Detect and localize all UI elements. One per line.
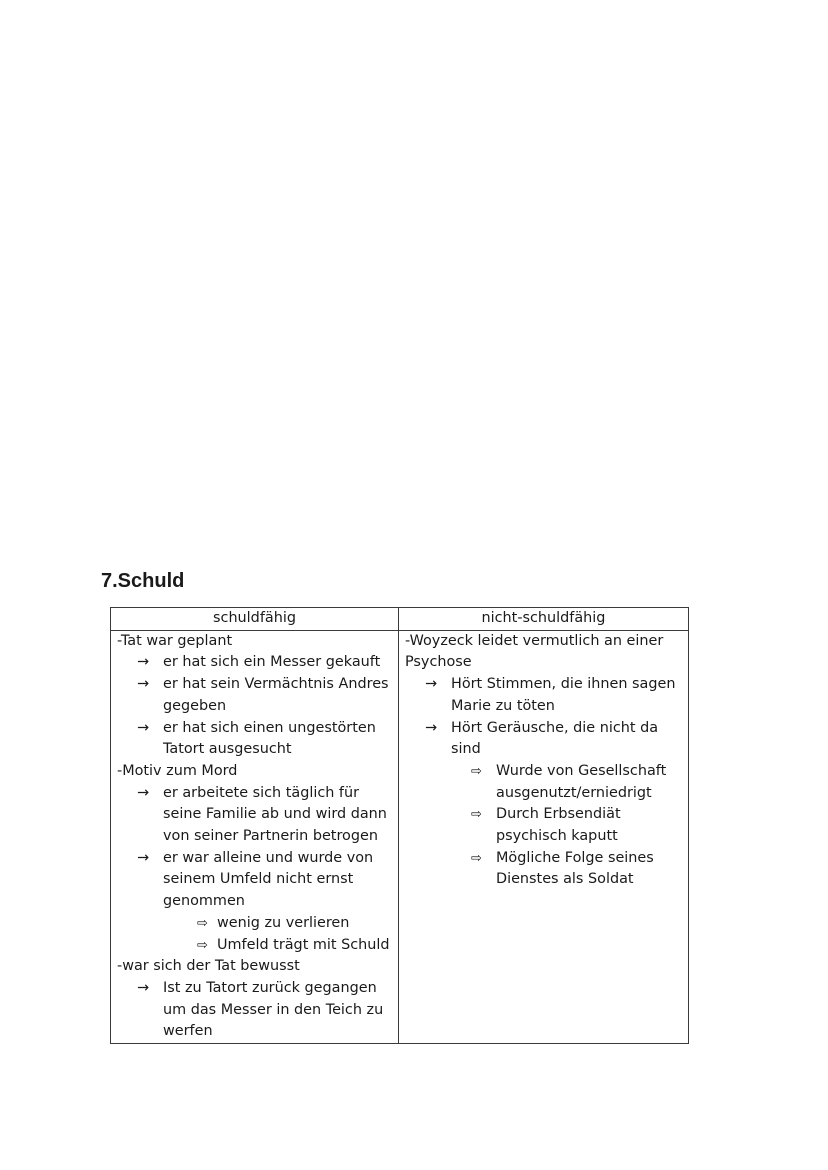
col2-line-text: sind: [451, 741, 481, 758]
arrow-icon: →: [137, 654, 150, 671]
arrow-icon: →: [137, 784, 150, 801]
col2-line-text: Wurde von Gesellschaft: [496, 762, 667, 779]
col1-line-text: gegeben: [163, 697, 227, 714]
col2-line: [405, 631, 682, 653]
col2-line: [405, 826, 682, 848]
arrow-icon: →: [137, 849, 150, 866]
col1-line-text: Tatort ausgesucht: [163, 741, 292, 758]
col1-line-text: seine Familie ab und wird dann: [163, 806, 387, 823]
col2-line-text: Mögliche Folge seines: [496, 849, 654, 866]
arrow-icon: →: [425, 719, 438, 736]
col2-line: [405, 761, 682, 783]
col2-line-text: Hört Geräusche, die nicht da: [451, 719, 659, 736]
col1-line: [117, 891, 392, 913]
col2-line-text: Durch Erbsendiät: [496, 806, 621, 823]
col1-line-text: er war alleine und wurde von: [163, 849, 374, 866]
hollow-arrow-icon: ⇨: [197, 915, 208, 931]
col1-line: [117, 739, 392, 761]
col2-line: [405, 696, 682, 718]
hollow-arrow-icon: ⇨: [197, 937, 208, 953]
hollow-arrow-icon: ⇨: [471, 807, 482, 823]
col1-line-text: er hat sich einen ungestörten: [163, 719, 376, 736]
col1-line-text: er arbeitete sich täglich für: [163, 784, 360, 801]
col2-line: [405, 869, 682, 891]
col1-line: [117, 1021, 392, 1043]
col1-line-text: werfen: [163, 1023, 213, 1040]
col1-line: [117, 826, 392, 848]
col2-line: [405, 783, 682, 805]
col2-line: [405, 848, 682, 870]
col1-line: [117, 783, 392, 805]
col1-line: [117, 696, 392, 718]
col1-line-text: Umfeld trägt mit Schuld: [217, 936, 390, 953]
arrow-icon: →: [425, 676, 438, 693]
section-heading: 7.Schuld: [101, 570, 185, 592]
col1-line: [117, 935, 392, 957]
col1-line-text: seinem Umfeld nicht ernst: [163, 871, 354, 888]
col1-line-text: Ist zu Tatort zurück gegangen: [163, 979, 377, 996]
arrow-icon: →: [137, 979, 150, 996]
col2-line: [405, 739, 682, 761]
col2-line-text: -Woyzeck leidet vermutlich an einer: [405, 632, 664, 649]
col2-line: [405, 718, 682, 740]
guilt-comparison-table: [110, 607, 689, 1044]
arrow-icon: →: [137, 676, 150, 693]
col1-line-text: -Tat war geplant: [117, 632, 233, 649]
col1-line: [117, 1000, 392, 1022]
col2-line-text: Psychose: [405, 654, 472, 671]
col1-line: [117, 761, 392, 783]
table-body-row: [111, 630, 689, 1043]
col2-line-text: ausgenutzt/erniedrigt: [496, 784, 652, 801]
col2-line-text: Dienstes als Soldat: [496, 871, 634, 888]
col2-line-text: Hört Stimmen, die ihnen sagen: [451, 676, 676, 693]
col1-line-text: genommen: [163, 893, 245, 910]
col1-line-text: -Motiv zum Mord: [117, 762, 238, 779]
col2-line-text: Marie zu töten: [451, 697, 555, 714]
col1-line-text: er hat sich ein Messer gekauft: [163, 654, 381, 671]
col1-line-text: -war sich der Tat bewusst: [117, 958, 300, 975]
col1-line-text: von seiner Partnerin betrogen: [163, 828, 378, 845]
column-header-nicht-schuldfaehig: nicht-schuldfähig: [399, 608, 689, 631]
arrow-icon: →: [137, 719, 150, 736]
col1-line: [117, 869, 392, 891]
col1-line-text: er hat sein Vermächtnis Andres: [163, 676, 389, 693]
column-header-schuldfaehig: schuldfähig: [111, 608, 399, 631]
col1-line: [117, 956, 392, 978]
col2-line: [405, 652, 682, 674]
hollow-arrow-icon: ⇨: [471, 850, 482, 866]
column-cell-schuldfaehig: [111, 630, 399, 1043]
col1-line: [117, 718, 392, 740]
col1-line: [117, 674, 392, 696]
col1-line-text: wenig zu verlieren: [217, 914, 350, 931]
hollow-arrow-icon: ⇨: [471, 763, 482, 779]
col1-line: [117, 631, 392, 653]
col2-line: [405, 674, 682, 696]
col1-line-text: um das Messer in den Teich zu: [163, 1001, 384, 1018]
col1-line: [117, 848, 392, 870]
col1-line: [117, 652, 392, 674]
table-header-row: [111, 608, 689, 631]
col1-line: [117, 913, 392, 935]
col2-line: [405, 804, 682, 826]
col2-line-text: psychisch kaputt: [496, 828, 618, 845]
column-cell-nicht-schuldfaehig: [399, 630, 689, 1043]
col1-line: [117, 804, 392, 826]
col1-line: [117, 978, 392, 1000]
